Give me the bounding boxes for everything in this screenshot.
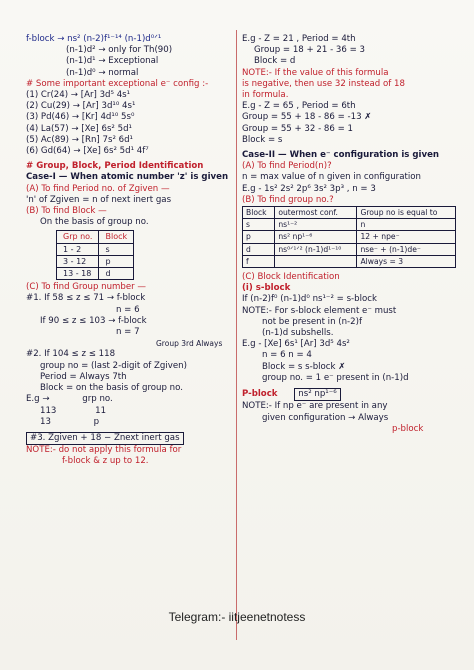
example-value: p: [93, 416, 100, 427]
note-line: (3) Pd(46) → [Kr] 4d¹⁰ 5s⁰: [26, 112, 135, 123]
note-line: Block = s: [242, 134, 283, 145]
table-cell: d: [243, 243, 275, 255]
case-heading: Case-II — When e⁻ configuration is given: [242, 150, 440, 161]
note-line: If (n-2)f⁰ (n-1)d⁰ ns¹⁻² = s-block: [242, 294, 377, 305]
formula-box: #3. Zgiven + 18 − Znext inert gas: [26, 432, 184, 445]
note-line: (n-1)d² → only for Th(90): [66, 45, 173, 56]
note-line: (4) La(57) → [Xe] 6s² 5d¹: [26, 123, 132, 134]
table-cell: [275, 255, 357, 267]
note-line: Block = on the basis of group no.: [40, 383, 183, 394]
note-line: (1) Cr(24) → [Ar] 3d⁵ 4s¹: [26, 90, 131, 101]
example-row: [26, 394, 231, 405]
note-line: Group = 55 + 32 - 86 = 1: [242, 123, 353, 134]
note-line: Group = 55 + 18 - 86 = -13 ✗: [242, 112, 372, 123]
table-cell: s: [243, 219, 275, 231]
note-line: p-block: [392, 423, 424, 434]
note-line: given configuration → Always: [262, 412, 389, 423]
section-heading: # Group, Block, Period Identification: [26, 161, 204, 172]
table-cell: 1 - 2: [57, 243, 99, 255]
note-line: 'n' of Zgiven = n of next inert gas: [26, 194, 172, 205]
note-line: n = 6 n = 4: [262, 350, 312, 361]
note-line: n = 6: [116, 304, 140, 315]
sub-heading: (B) To find Block —: [26, 206, 107, 217]
note-line: (5) Ac(89) → [Rn] 7s² 6d¹: [26, 134, 134, 145]
right-column: [242, 34, 462, 435]
formula-line: [26, 432, 231, 445]
example-row: [26, 406, 231, 417]
note-line: #2. If 104 ≤ z ≤ 118: [26, 349, 116, 360]
sub-heading: (B) To find group no.?: [242, 194, 334, 205]
note-line: Period = Always 7th: [40, 371, 127, 382]
note-line: Group = 18 + 21 - 36 = 3: [254, 45, 365, 56]
table-header: Group no is equal to: [357, 207, 456, 219]
side-note: Group 3rd Always: [156, 339, 223, 349]
sub-heading: (C) Block Identification: [242, 272, 340, 283]
note-line: E.g - 1s² 2s² 2p⁶ 3s² 3p³ , n = 3: [242, 183, 376, 194]
table-cell: n: [357, 219, 456, 231]
table-cell: d: [99, 268, 134, 280]
note-line: group no. = 1 e⁻ present in (n-1)d: [262, 372, 409, 383]
table-cell: ns¹⁻²: [275, 219, 357, 231]
note-line: group no = (last 2-digit of Zgiven): [40, 360, 187, 371]
note-line: NOTE:- do not apply this formula for: [26, 445, 182, 456]
note-line: (2) Cu(29) → [Ar] 3d¹⁰ 4s¹: [26, 101, 136, 112]
note-line: is negative, then use 32 instead of 18: [242, 78, 405, 89]
telegram-footer: Telegram:- iitjeenetnotess: [168, 610, 306, 624]
table-cell: ns⁰ᐟ¹ᐟ² (n-1)d¹⁻¹⁰: [275, 243, 357, 255]
left-column: [26, 34, 231, 468]
table-cell: s: [99, 243, 134, 255]
table-cell: ns² np¹⁻⁶: [275, 231, 357, 243]
sub-heading: (i) s-block: [242, 283, 291, 294]
table-header: Block: [243, 207, 275, 219]
table-cell: 12 + npe⁻: [357, 231, 456, 243]
table-cell: f: [243, 255, 275, 267]
note-line: (n-1)d subshells.: [262, 328, 334, 339]
note-line: not be present in (n-2)f: [262, 316, 362, 327]
note-line: NOTE:- If np e⁻ are present in any: [242, 401, 388, 412]
sub-heading: P-block: [242, 389, 278, 400]
note-line: Block = d: [254, 56, 296, 67]
example-value: 13: [40, 416, 51, 427]
example-label: E.g →: [26, 394, 50, 405]
note-line: (6) Gd(64) → [Xe] 6s² 5d¹ 4f⁷: [26, 146, 149, 157]
table-cell: Always = 3: [357, 255, 456, 267]
table-cell: p: [99, 255, 134, 267]
margin-rule: [236, 30, 237, 640]
sub-heading: (A) To find Period(n)?: [242, 161, 332, 172]
note-line: in formula.: [242, 90, 289, 101]
group-block-table: [56, 230, 134, 280]
note-line: n = 7: [116, 327, 140, 338]
note-line: f-block & z up to 12.: [62, 456, 149, 467]
block-group-table: [242, 206, 456, 268]
example-value: 11: [95, 405, 107, 416]
table-cell: p: [243, 231, 275, 243]
note-line: If 90 ≤ z ≤ 103 → f-block: [40, 315, 147, 326]
note-line: E.g - Z = 65 , Period = 6th: [242, 101, 356, 112]
case-heading: Case-I — When atomic number 'z' is given: [26, 172, 229, 183]
note-line: f-block → ns² (n-2)f¹⁻¹⁴ (n-1)d⁰ᐟ¹: [26, 34, 162, 44]
sub-heading: (A) To find Period no. of Zgiven —: [26, 183, 170, 194]
note-line: #1. If 58 ≤ z ≤ 71 → f-block: [26, 293, 146, 304]
note-line: n = max value of n given in configuration: [242, 172, 421, 183]
note-line: Block = s s-block ✗: [262, 361, 346, 372]
table-cell: 13 - 18: [57, 268, 99, 280]
sub-heading: (C) To find Group number —: [26, 282, 147, 293]
note-line: NOTE:- If the value of this formula: [242, 67, 389, 78]
table-cell: 3 - 12: [57, 255, 99, 267]
table-header: Grp no.: [57, 231, 99, 243]
table-cell: nse⁻ + (n-1)de⁻: [357, 243, 456, 255]
p-block-row: [242, 388, 462, 401]
example-row: [26, 417, 231, 428]
note-line: On the basis of group no.: [40, 217, 149, 228]
table-header: Block: [99, 231, 134, 243]
formula-box: ns² np¹⁻⁶: [294, 388, 340, 401]
section-heading: # Some important exceptional e⁻ config :-: [26, 78, 209, 89]
example-value: 113: [40, 405, 57, 416]
example-value: grp no.: [82, 394, 113, 405]
note-line: E.g - [Xe] 6s¹ [Ar] 3d⁵ 4s²: [242, 339, 350, 350]
note-line: E.g - Z = 21 , Period = 4th: [242, 34, 356, 44]
note-line: (n-1)d⁰ → normal: [66, 67, 139, 78]
note-line: NOTE:- For s-block element e⁻ must: [242, 305, 397, 316]
table-header: outermost conf.: [275, 207, 357, 219]
note-line: (n-1)d¹ → Exceptional: [66, 56, 159, 67]
